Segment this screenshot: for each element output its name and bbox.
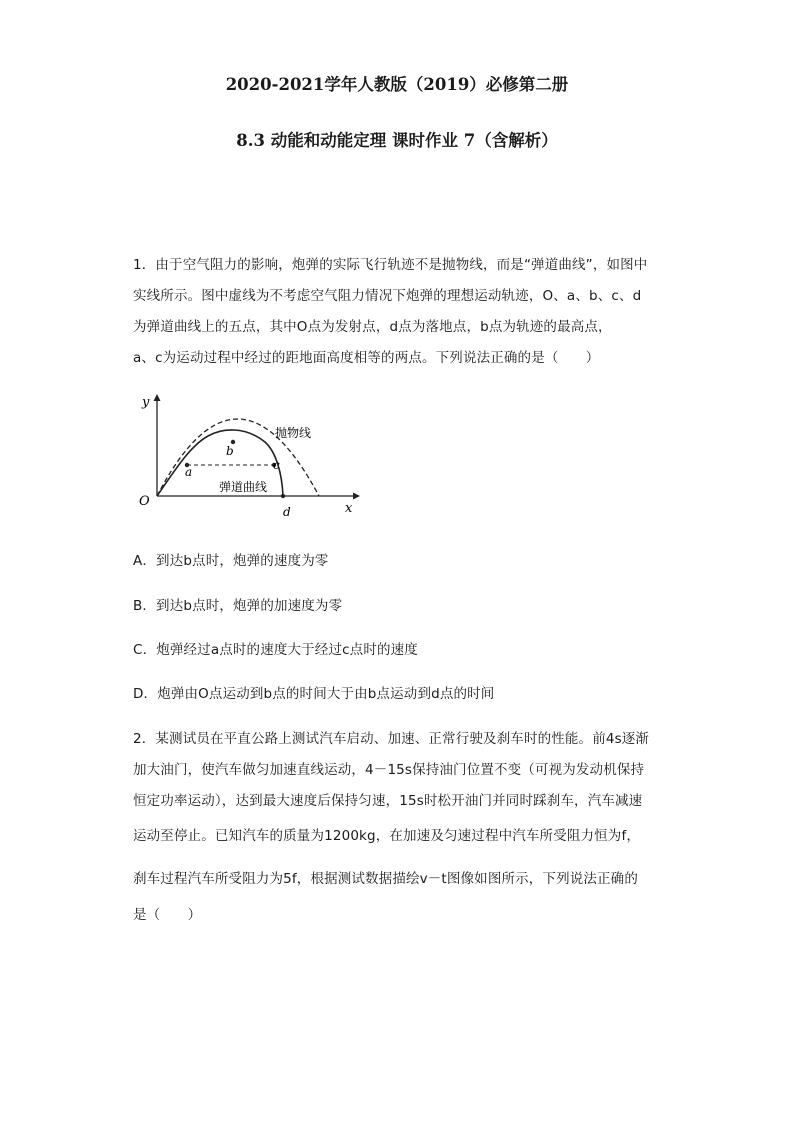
document-title-line1: 2020-2021学年人教版（2019）必修第二册 <box>225 75 569 94</box>
q2-stem-line2: 加大油门，使汽车做匀加速直线运动，4－15s保持油门位置不变（可视为发动机保持 <box>133 762 645 778</box>
q1-stem-line2: 实线所示。图中虚线为不考虑空气阻力情况下炮弹的理想运动轨迹，O、a、b、c、d <box>133 288 642 304</box>
parabola-label: 抛物线 <box>275 426 312 440</box>
y-axis-arrow <box>154 394 161 401</box>
q1-stem-line1: 1．由于空气阻力的影响，炮弹的实际飞行轨迹不是抛物线，而是“弹道曲线”，如图中 <box>133 257 648 273</box>
x-axis-label: x <box>345 501 353 516</box>
ballistic-curve-label: 弹道曲线 <box>219 480 268 494</box>
trajectory-diagram <box>130 388 370 523</box>
point-d-dot <box>281 494 285 498</box>
q2-stem-line3: 恒定功率运动），达到最大速度后保持匀速，15s时松开油门并同时踩刹车，汽车减速 <box>133 793 643 809</box>
origin-label: O <box>139 494 150 509</box>
point-a-label: a <box>185 465 193 479</box>
q2-stem-line4: 运动至停止。已知汽车的质量为1200kg，在加速及匀速过程中汽车所受阻力恒为f， <box>133 828 640 844</box>
q2-stem-line6: 是（ ） <box>133 907 202 923</box>
point-d-label: d <box>283 505 291 519</box>
q1-option-b: B．到达b点时，炮弹的加速度为零 <box>133 598 343 614</box>
trajectory-figure <box>130 388 370 523</box>
q2-stem-line5: 刹车过程汽车所受阻力为5f，根据测试数据描绘v－t图像如图所示，下列说法正确的 <box>133 871 638 887</box>
q1-option-a: A．到达b点时，炮弹的速度为零 <box>133 553 329 569</box>
y-axis-label: y <box>142 395 150 410</box>
q1-stem-line3: 为弹道曲线上的五点，其中O点为发射点，d点为落地点，b点为轨迹的最高点， <box>133 319 612 335</box>
q1-stem-line4: a、c为运动过程中经过的距地面高度相等的两点。下列说法正确的是（ ） <box>133 350 600 366</box>
x-axis-arrow <box>353 493 360 500</box>
q2-stem-line1: 2．某测试员在平直公路上测试汽车启动、加速、正常行驶及刹车时的性能。前4s逐渐 <box>133 731 650 747</box>
point-c-label: c <box>273 458 280 472</box>
q1-option-d: D．炮弹由O点运动到b点的时间大于由b点运动到d点的时间 <box>133 686 495 702</box>
q1-option-c: C．炮弹经过a点时的速度大于经过c点时的速度 <box>133 642 418 658</box>
point-b-label: b <box>226 444 234 458</box>
document-title-line2: 8.3 动能和动能定理 课时作业 7（含解析） <box>236 131 558 150</box>
